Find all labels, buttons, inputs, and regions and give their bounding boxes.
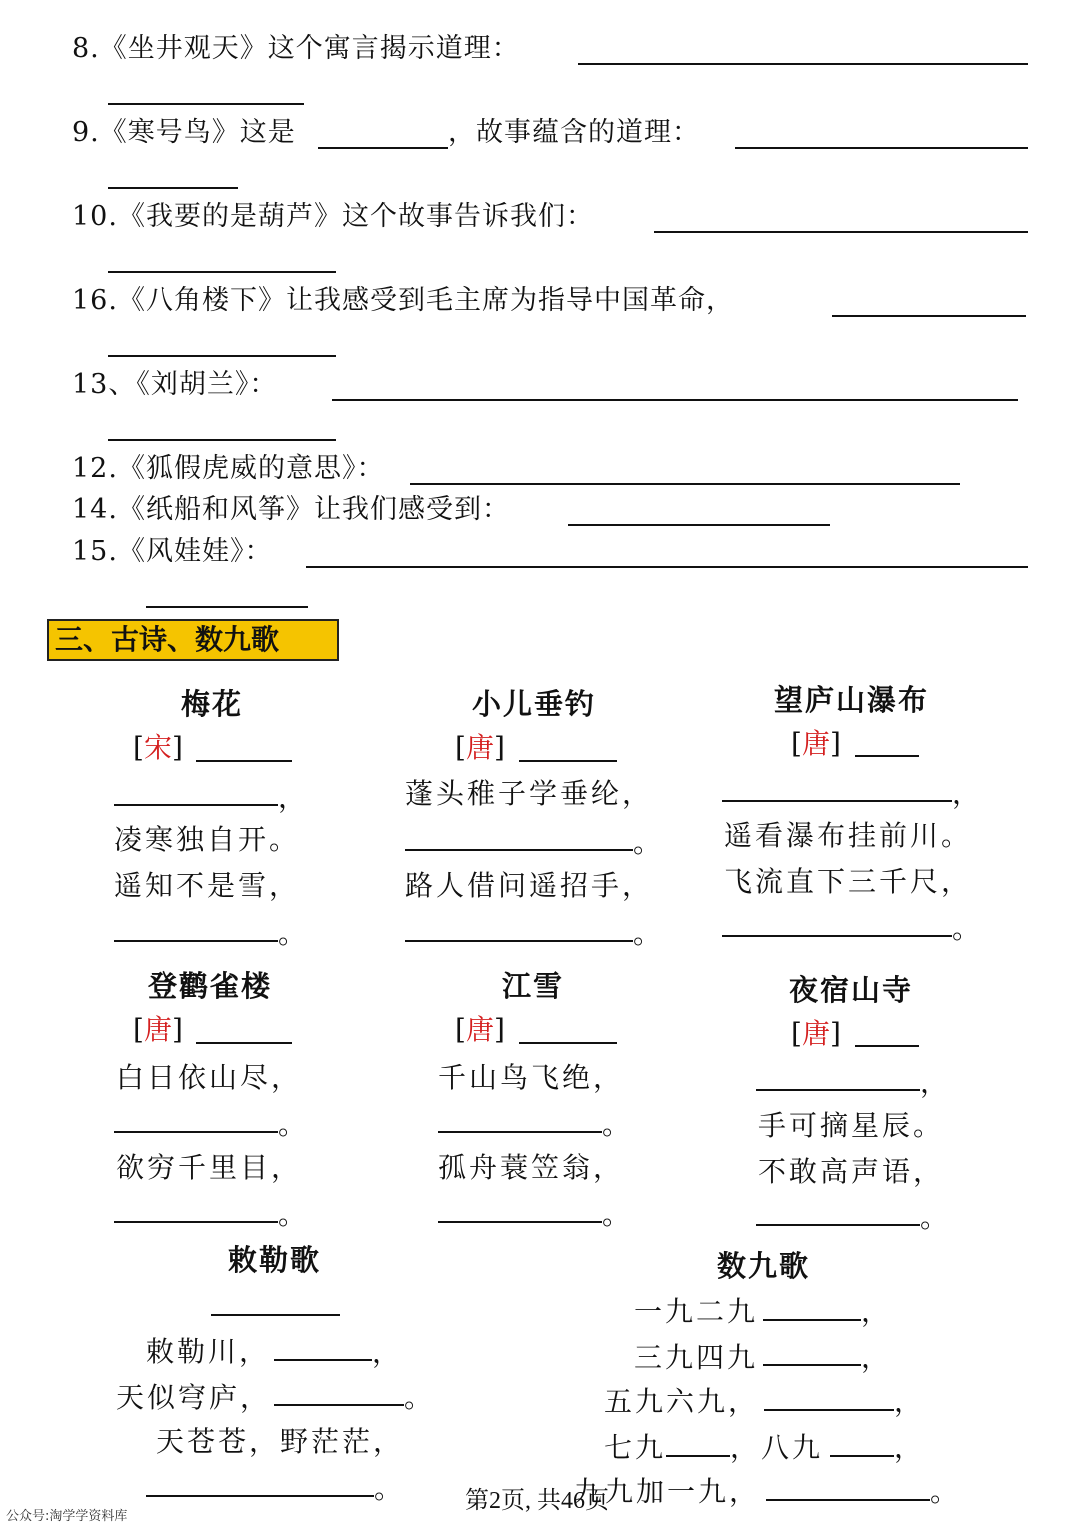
- poem-line-shujiu-10: 九九加一九，: [574, 1475, 761, 1508]
- blank-xiaoer-2[interactable]: [405, 940, 633, 942]
- poem-line-shujiu-9: ，: [894, 1431, 926, 1464]
- author-line-meihua[interactable]: [196, 760, 292, 762]
- blank-lushan-1[interactable]: [722, 800, 952, 802]
- poem-line-chile-2: ，: [372, 1336, 404, 1369]
- poem-line-shujiu-1: 一九二九: [634, 1295, 759, 1328]
- blank-shujiu-3[interactable]: [764, 1409, 894, 1411]
- poem-title-chile: 敕勒歌: [228, 1243, 322, 1277]
- answer-line-15a[interactable]: [306, 566, 1028, 568]
- answer-line-8b[interactable]: [108, 103, 304, 105]
- blank-shujiu-6[interactable]: [766, 1499, 930, 1501]
- poem-line-shujiu-11: 。: [930, 1475, 962, 1508]
- poem-line-lushan-3: 飞流直下三千尺，: [724, 865, 973, 898]
- poem-line-yesu-1: ，: [920, 1066, 952, 1099]
- poem-title-jiangxue: 江雪: [502, 969, 565, 1003]
- poem-line-xiaoer-2: 。: [633, 826, 665, 859]
- answer-line-15b[interactable]: [146, 606, 308, 608]
- blank-jiangxue-2[interactable]: [438, 1221, 602, 1223]
- blank-jiangxue-1[interactable]: [438, 1131, 602, 1133]
- poem-line-xiaoer-3: 路人借问遥招手，: [405, 869, 654, 902]
- question-10: 10.《我要的是葫芦》这个故事告诉我们：: [72, 201, 594, 232]
- poem-title-lushan: 望庐山瀑布: [774, 683, 930, 717]
- answer-line-12[interactable]: [410, 483, 960, 485]
- blank-shujiu-4[interactable]: [666, 1455, 730, 1457]
- question-9a: 9.《寒号鸟》这是: [72, 117, 296, 148]
- poem-dynasty-jiangxue: [唐]: [455, 1013, 505, 1046]
- poem-line-xiaoer-1: 蓬头稚子学垂纶，: [405, 777, 654, 810]
- poem-line-dengque-3: 欲穷千里目，: [116, 1151, 303, 1184]
- poem-line-yesu-3: 不敢高声语，: [758, 1155, 945, 1188]
- answer-line-13b[interactable]: [108, 439, 336, 441]
- question-13: 13、《刘胡兰》：: [72, 369, 278, 400]
- poem-line-chile-1: 敕勒川，: [146, 1335, 271, 1368]
- poem-line-xiaoer-4: 。: [633, 917, 665, 950]
- author-line-jiangxue[interactable]: [519, 1042, 617, 1044]
- poem-dynasty-meihua: [宋]: [133, 731, 183, 764]
- poem-dynasty-yesu: [唐]: [791, 1017, 841, 1050]
- blank-shujiu-5[interactable]: [830, 1455, 894, 1457]
- poem-line-meihua-4: 。: [278, 917, 310, 950]
- poem-line-shujiu-3: 三九四九: [634, 1341, 759, 1374]
- question-8: 8.《坐井观天》这个寓言揭示道理：: [72, 33, 520, 64]
- poem-line-chile-4: 。: [404, 1381, 436, 1414]
- answer-line-10a[interactable]: [654, 231, 1028, 233]
- source-watermark: 公众号:淘学学资料库: [6, 1509, 128, 1524]
- poem-line-dengque-4: 。: [278, 1198, 310, 1231]
- poem-line-lushan-4: 。: [952, 912, 984, 945]
- answer-line-16b[interactable]: [108, 355, 336, 357]
- blank-yesu-1[interactable]: [756, 1089, 920, 1091]
- poem-line-shujiu-6: ，: [894, 1385, 926, 1418]
- answer-line-9c[interactable]: [108, 187, 238, 189]
- poem-title-dengque: 登鹳雀楼: [148, 969, 273, 1003]
- author-line-yesu[interactable]: [855, 1045, 919, 1047]
- poem-line-meihua-3: 遥知不是雪，: [114, 869, 301, 902]
- poem-line-yesu-4: 。: [920, 1201, 952, 1234]
- poem-title-meihua: 梅花: [181, 687, 244, 721]
- poem-line-chile-3: 天似穹庐，: [116, 1381, 272, 1414]
- answer-line-14[interactable]: [568, 524, 830, 526]
- blank-dengque-1[interactable]: [114, 1131, 278, 1133]
- poem-line-shujiu-5: 五九六九，: [604, 1385, 760, 1418]
- poem-dynasty-dengque: [唐]: [133, 1013, 183, 1046]
- poem-title-shujiu: 数九歌: [717, 1249, 811, 1283]
- blank-lushan-2[interactable]: [722, 935, 952, 937]
- section-title: 三、古诗、数九歌: [47, 619, 339, 661]
- question-16: 16.《八角楼下》让我感受到毛主席为指导中国革命，: [72, 285, 734, 316]
- page-number: 第2页, 共46页: [465, 1488, 609, 1514]
- blank-meihua-1[interactable]: [114, 804, 278, 806]
- answer-line-10b[interactable]: [108, 271, 336, 273]
- blank-xiaoer-1[interactable]: [405, 849, 633, 851]
- poem-line-chile-6: 。: [374, 1472, 406, 1505]
- poem-line-jiangxue-2: 。: [602, 1108, 634, 1141]
- blank-yesu-2[interactable]: [756, 1224, 920, 1226]
- poem-line-jiangxue-1: 千山鸟飞绝，: [438, 1061, 625, 1094]
- poem-line-shujiu-7: 七九: [604, 1431, 667, 1464]
- author-line-chile[interactable]: [211, 1314, 340, 1316]
- poem-line-shujiu-4: ，: [861, 1341, 893, 1374]
- poem-line-chile-5: 天苍苍，野茫茫，: [156, 1425, 405, 1458]
- answer-line-16a[interactable]: [832, 315, 1026, 317]
- poem-line-shujiu-8: ，八九: [730, 1431, 824, 1464]
- poem-line-jiangxue-4: 。: [602, 1198, 634, 1231]
- poem-line-lushan-1: ，: [952, 777, 984, 810]
- question-14: 14.《纸船和风筝》让我们感受到：: [72, 494, 510, 525]
- poem-dynasty-lushan: [唐]: [791, 727, 841, 760]
- question-15: 15.《风娃娃》：: [72, 536, 273, 567]
- poem-line-meihua-1: ，: [278, 781, 310, 814]
- poem-line-dengque-1: 白日依山尽，: [116, 1061, 303, 1094]
- answer-line-9b[interactable]: [735, 147, 1028, 149]
- question-12: 12.《狐假虎威的意思》：: [72, 453, 385, 484]
- poem-title-xiaoer: 小儿垂钓: [472, 687, 597, 721]
- author-line-xiaoer[interactable]: [519, 760, 617, 762]
- answer-line-13a[interactable]: [332, 399, 1018, 401]
- poem-line-shujiu-2: ，: [861, 1295, 893, 1328]
- poem-title-yesu: 夜宿山寺: [789, 973, 914, 1007]
- blank-dengque-2[interactable]: [114, 1221, 278, 1223]
- poem-line-lushan-2: 遥看瀑布挂前川。: [724, 819, 973, 852]
- blank-shujiu-2[interactable]: [763, 1364, 861, 1366]
- blank-meihua-2[interactable]: [114, 940, 278, 942]
- answer-line-9a[interactable]: [318, 147, 448, 149]
- poem-line-meihua-2: 凌寒独自开。: [114, 823, 301, 856]
- blank-chile-3[interactable]: [146, 1495, 374, 1497]
- poem-line-jiangxue-3: 孤舟蓑笠翁，: [438, 1151, 625, 1184]
- author-line-lushan[interactable]: [855, 755, 919, 757]
- answer-line-8a[interactable]: [578, 63, 1028, 65]
- blank-chile-2[interactable]: [274, 1404, 404, 1406]
- poem-line-yesu-2: 手可摘星辰。: [758, 1109, 945, 1142]
- question-9b: ，故事蕴含的道理：: [448, 117, 700, 148]
- blank-chile-1[interactable]: [274, 1359, 372, 1361]
- blank-shujiu-1[interactable]: [763, 1319, 861, 1321]
- author-line-dengque[interactable]: [196, 1042, 292, 1044]
- poem-line-dengque-2: 。: [278, 1108, 310, 1141]
- poem-dynasty-xiaoer: [唐]: [455, 731, 505, 764]
